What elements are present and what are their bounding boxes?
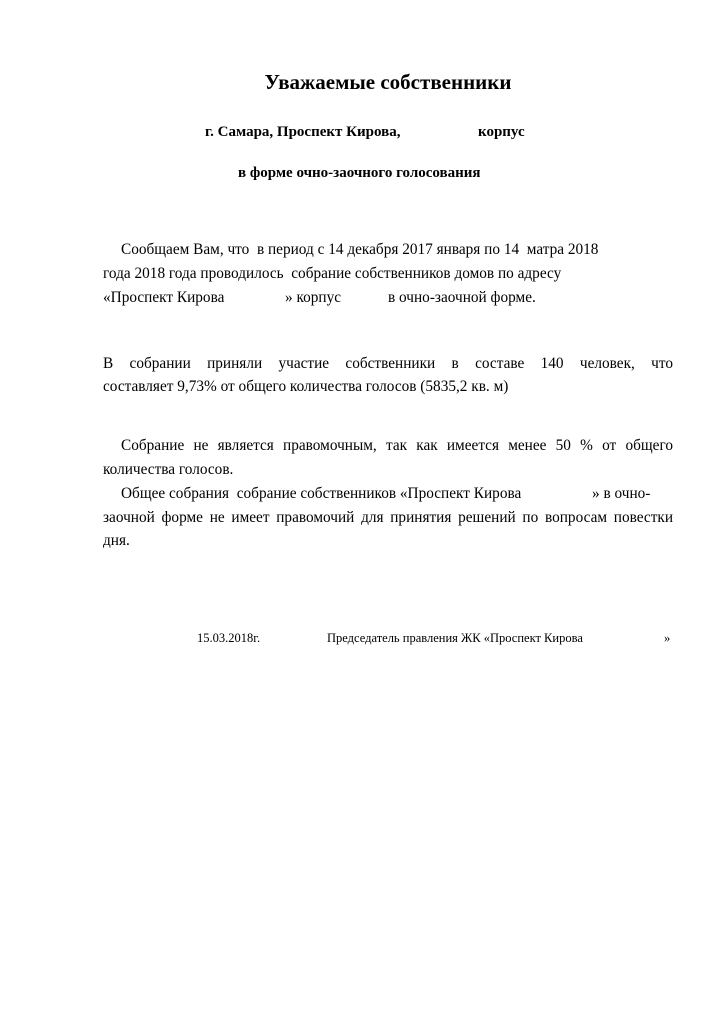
paragraph1-line1: Сообщаем Вам, что в период с 14 декабря 2017 января по 14 матра 2018 — [121, 241, 599, 258]
paragraph3-line2: количества голосов. — [103, 461, 234, 478]
address-building: корпус — [478, 124, 525, 140]
paragraph1-line3-b: » корпус — [285, 289, 342, 306]
paragraph4-line1-a: Общее собрания собрание собственников «Проспект Кирова — [121, 485, 522, 502]
voting-form-subtitle: в форме очно-заочного голосования — [238, 165, 481, 181]
paragraph1-line2: года 2018 года проводилось собрание собственников домов по адресу — [103, 265, 562, 282]
paragraph4-line3: дня. — [103, 532, 130, 549]
address-city-street: г. Самара, Проспект Кирова, — [205, 124, 401, 140]
signature-closing-quote: » — [664, 631, 671, 645]
paragraph4-line2: заочной форме не имеет правомочий для принятия решений по вопросам повестки — [103, 509, 673, 526]
paragraph3-line1: Собрание не является правомочным, так как имеется менее 50 % от общего — [121, 437, 673, 454]
paragraph2-line1: В собрании приняли участие собственники в составе 140 человек, что — [103, 355, 673, 372]
paragraph4-line1-b: » в очно- — [592, 485, 651, 502]
paragraph1-line3-c: в очно-заочной форме. — [388, 289, 536, 306]
signature-role: Председатель правления ЖК «Проспект Кирова — [327, 631, 583, 645]
paragraph2-line2: составляет 9,73% от общего количества голосов (5835,2 кв. м) — [103, 378, 509, 395]
signature-date: 15.03.2018г. — [197, 631, 261, 645]
document-title: Уважаемые собственники — [264, 70, 512, 94]
paragraph1-line3-a: «Проспект Кирова — [103, 289, 225, 306]
